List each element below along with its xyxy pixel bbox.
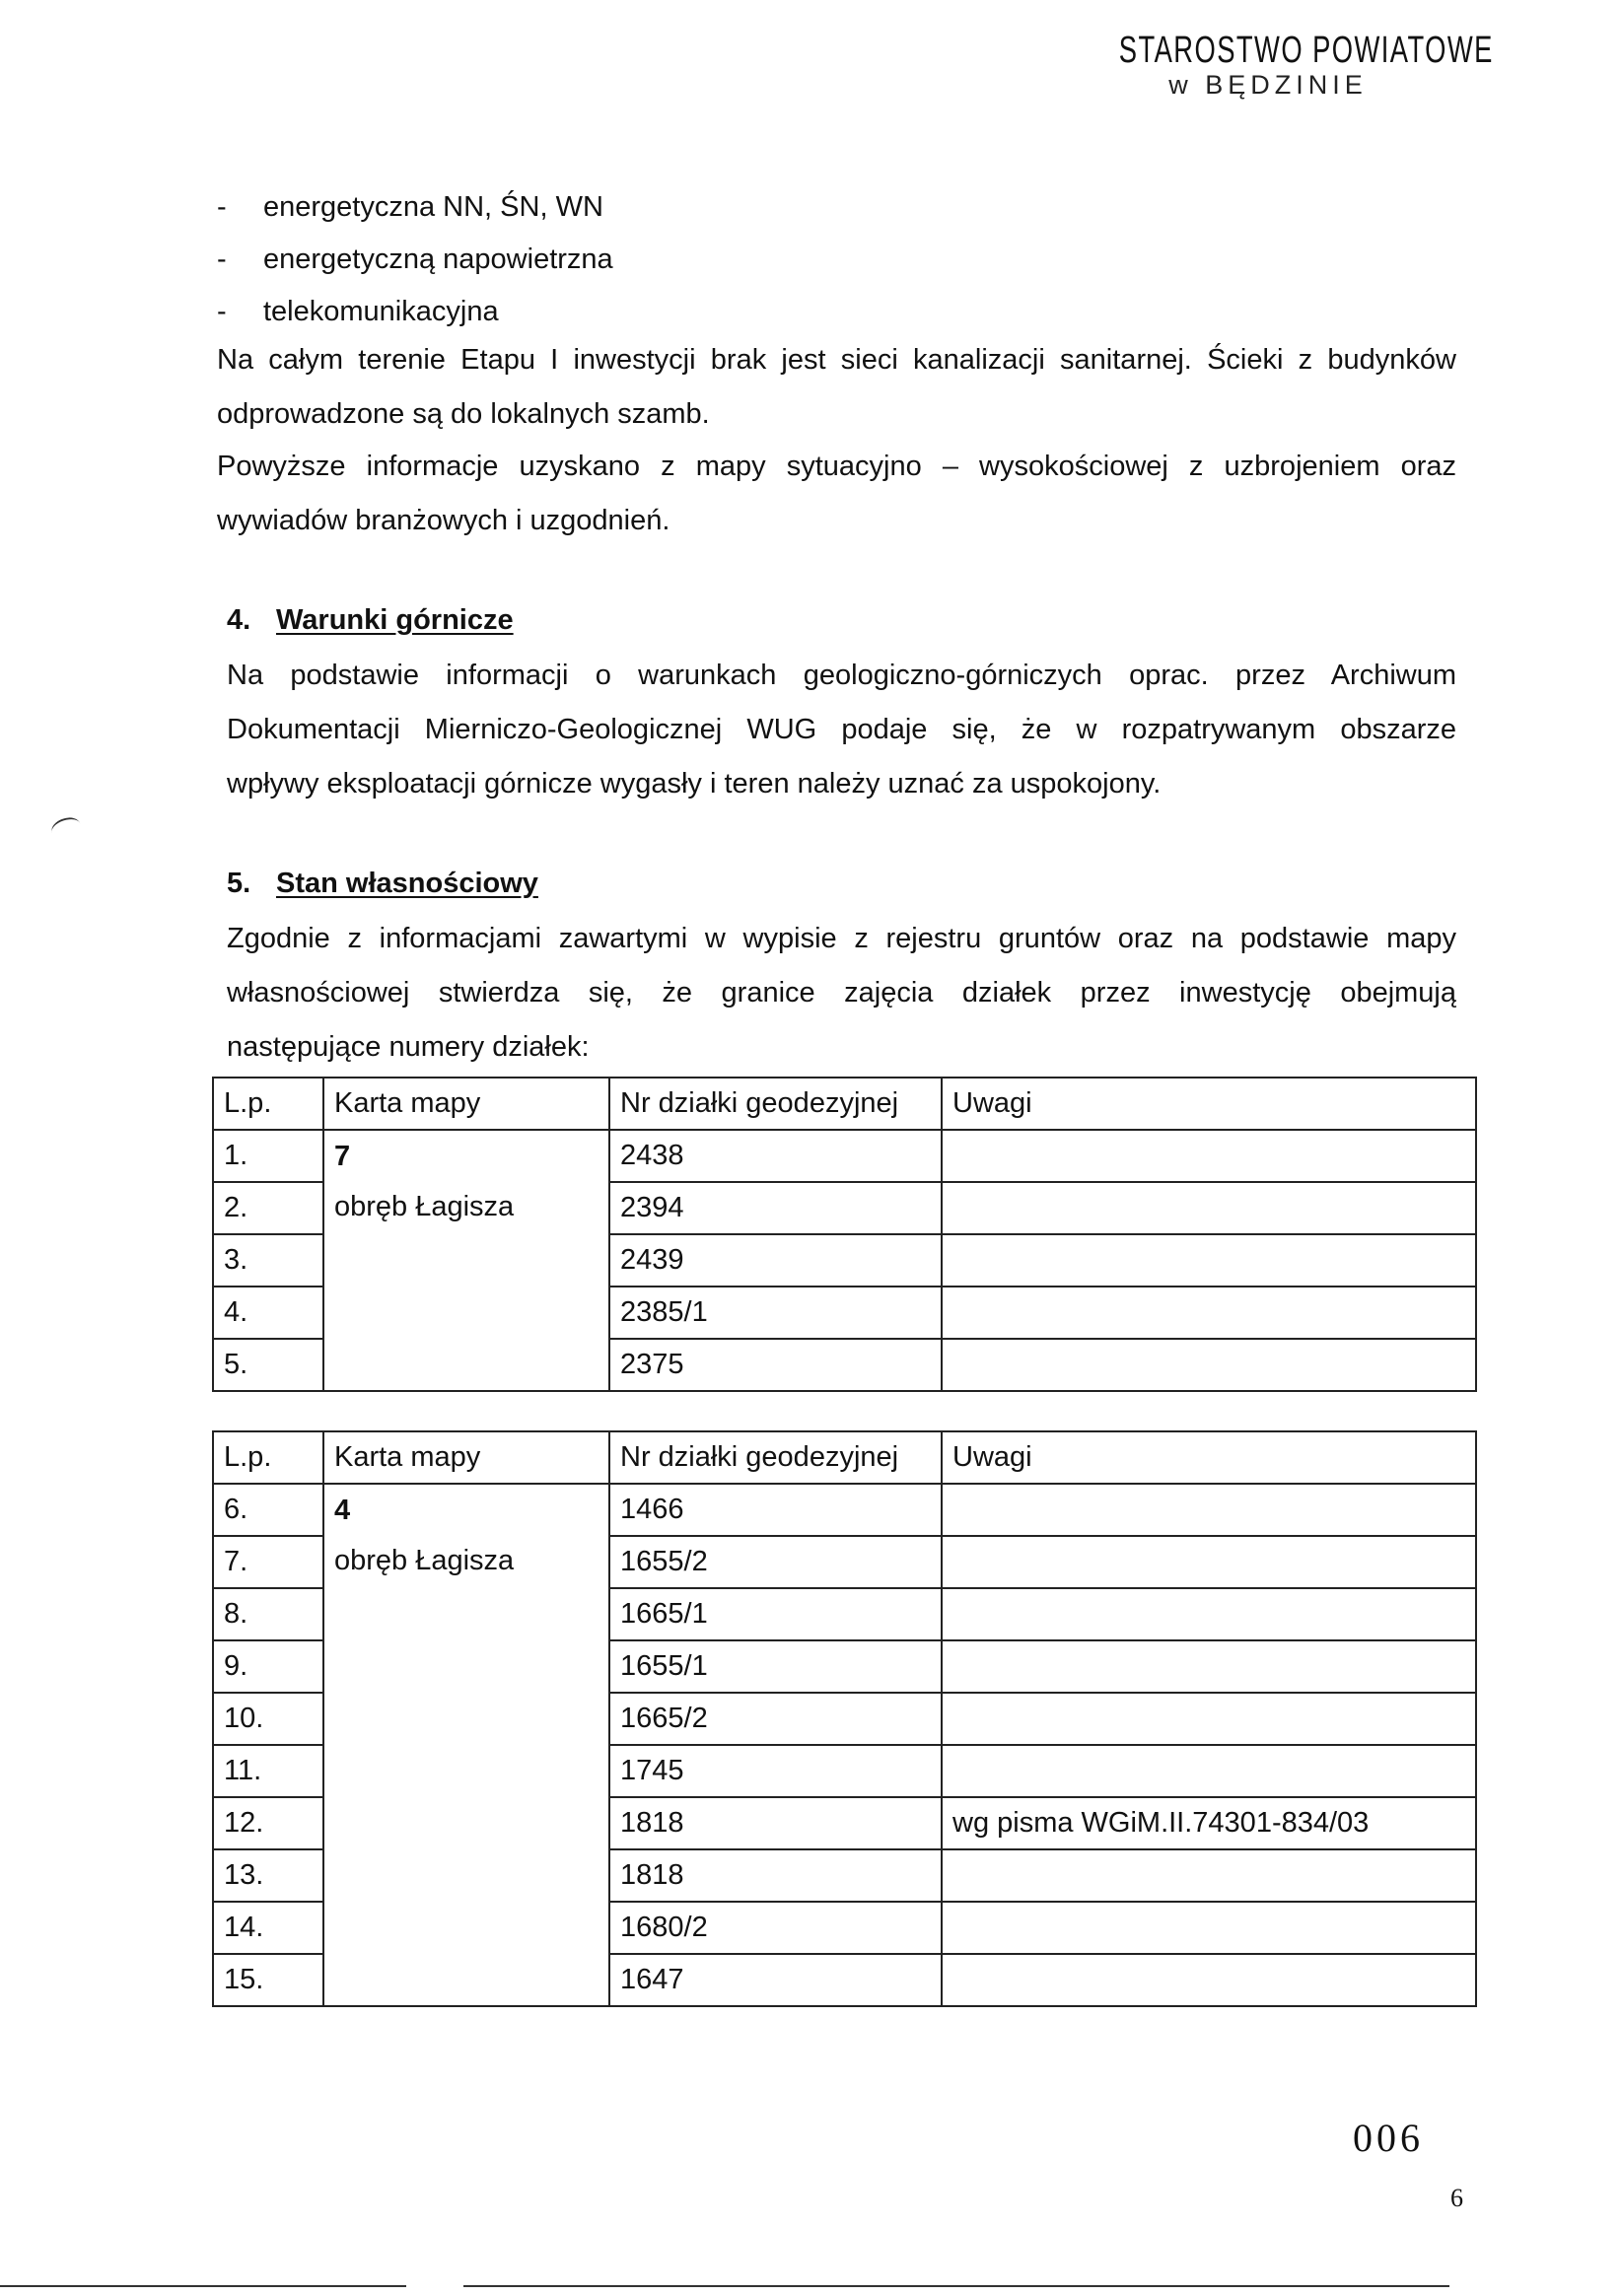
cell-nr: 1655/2 [609,1536,942,1588]
list-item-text: energetyczna NN, ŚN, WN [263,191,603,223]
cell-nr: 2438 [609,1130,942,1182]
stamp-subtitle: w BĘDZINIE [1168,70,1368,100]
parcels-table-2 [212,1430,1477,2007]
section-number: 5. [227,868,251,899]
cell-nr: 2385/1 [609,1287,942,1339]
section-4-text [227,649,1456,811]
cell-lp: 3. [213,1234,323,1287]
cell-lp: 1. [213,1130,323,1182]
cell-nr: 1665/2 [609,1693,942,1745]
karta-number: 7 [334,1141,351,1172]
list-item: - energetyczną napowietrzna [217,244,613,275]
paragraph-sewage: Na całym terenie Etapu I inwestycji brak jest sieci kanalizacji sanitarnej. Ścieki z budynków odprowadzone są do lokalnych szamb. [217,344,1456,430]
section-title: Stan własnościowy [276,868,538,899]
cell-lp: 13. [213,1849,323,1902]
page-stamp: 006 [1353,2116,1424,2160]
cell-nr: 1745 [609,1745,942,1797]
cell-nr: 2375 [609,1339,942,1391]
header-nr: Nr działki geodezyjnej [609,1431,942,1484]
table-header-row [213,1078,1476,1130]
cell-lp: 7. [213,1536,323,1588]
cell-lp: 6. [213,1484,323,1536]
cell-uwagi [942,1693,1476,1745]
page-number: 6 [1450,2184,1463,2212]
cell-uwagi [942,1484,1476,1536]
header-karta: Karta mapy [323,1078,609,1130]
cell-lp: 2. [213,1182,323,1234]
list-item-text: telekomunikacyjna [263,296,499,327]
cell-uwagi [942,1536,1476,1588]
cell-nr: 1818 [609,1849,942,1902]
section-5-text [227,912,1456,1075]
table-row [213,1130,1476,1182]
cell-uwagi [942,1588,1476,1640]
text-line: Zgodnie z informacjami zawartymi w wypisie z rejestru gruntów oraz na podstawie mapy [227,923,1456,954]
cell-nr: 2394 [609,1182,942,1234]
cell-uwagi [942,1130,1476,1182]
cell-uwagi [942,1234,1476,1287]
text-line: Na podstawie informacji o warunkach geologiczno-górniczych oprac. przez Archiwum [227,660,1456,691]
list-item: - energetyczna NN, ŚN, WN [217,191,603,223]
cell-lp: 8. [213,1588,323,1640]
text-line: Dokumentacji Mierniczo-Geologicznej WUG podaje się, że w rozpatrywanym obszarze [227,714,1456,745]
cell-nr: 1655/1 [609,1640,942,1693]
cell-lp: 9. [213,1640,323,1693]
cell-nr: 1647 [609,1954,942,2006]
karta-number: 4 [334,1495,351,1526]
section-5-heading [227,868,538,900]
header-lp: L.p. [213,1078,323,1130]
cell-nr: 1818 [609,1797,942,1849]
footer-rule [0,2285,406,2287]
cell-lp: 14. [213,1902,323,1954]
section-4-heading [227,604,514,637]
karta-obreb: obręb Łagisza [334,1191,515,1222]
cell-nr: 1680/2 [609,1902,942,1954]
cell-nr: 1466 [609,1484,942,1536]
text-line: następujące numery działek: [227,1031,590,1063]
footer-rule [463,2285,1449,2287]
cell-lp: 5. [213,1339,323,1391]
header-karta: Karta mapy [323,1431,609,1484]
cell-lp: 11. [213,1745,323,1797]
cell-uwagi [942,1902,1476,1954]
stamp-title: STAROSTWO POWIATOWE [1118,30,1494,71]
cell-nr: 2439 [609,1234,942,1287]
table-header-row [213,1431,1476,1484]
paragraph-source: Powyższe informacje uzyskano z mapy sytuacyjno – wysokościowej z uzbrojeniem oraz wywiadów branżowych i uzgodnień. [217,451,1456,536]
cell-lp: 12. [213,1797,323,1849]
cell-lp: 10. [213,1693,323,1745]
cell-uwagi [942,1745,1476,1797]
section-title: Warunki górnicze [276,604,514,636]
text-line: własnościowej stwierdza się, że granice zajęcia działek przez inwestycję obejmują [227,977,1456,1009]
text-line: wpływy eksploatacji górnicze wygasły i teren należy uznać za uspokojony. [227,768,1162,800]
cell-karta [323,1484,609,2006]
office-stamp [1061,30,1494,101]
header-uwagi: Uwagi [942,1078,1476,1130]
cell-lp: 15. [213,1954,323,2006]
cell-lp: 4. [213,1287,323,1339]
section-number: 4. [227,604,251,636]
cell-uwagi [942,1287,1476,1339]
karta-obreb: obręb Łagisza [334,1545,515,1576]
margin-pen-mark [49,814,84,842]
header-nr: Nr działki geodezyjnej [609,1078,942,1130]
cell-uwagi [942,1339,1476,1391]
parcels-table-1 [212,1077,1477,1392]
table-row [213,1484,1476,1536]
cell-nr: 1665/1 [609,1588,942,1640]
cell-uwagi: wg pisma WGiM.II.74301-834/03 [942,1797,1476,1849]
cell-uwagi [942,1640,1476,1693]
list-item-text: energetyczną napowietrzna [263,244,613,275]
header-lp: L.p. [213,1431,323,1484]
header-uwagi: Uwagi [942,1431,1476,1484]
utility-list [217,185,613,342]
cell-uwagi [942,1182,1476,1234]
cell-uwagi [942,1849,1476,1902]
cell-uwagi [942,1954,1476,2006]
cell-karta [323,1130,609,1391]
list-item: - telekomunikacyjna [217,296,499,327]
